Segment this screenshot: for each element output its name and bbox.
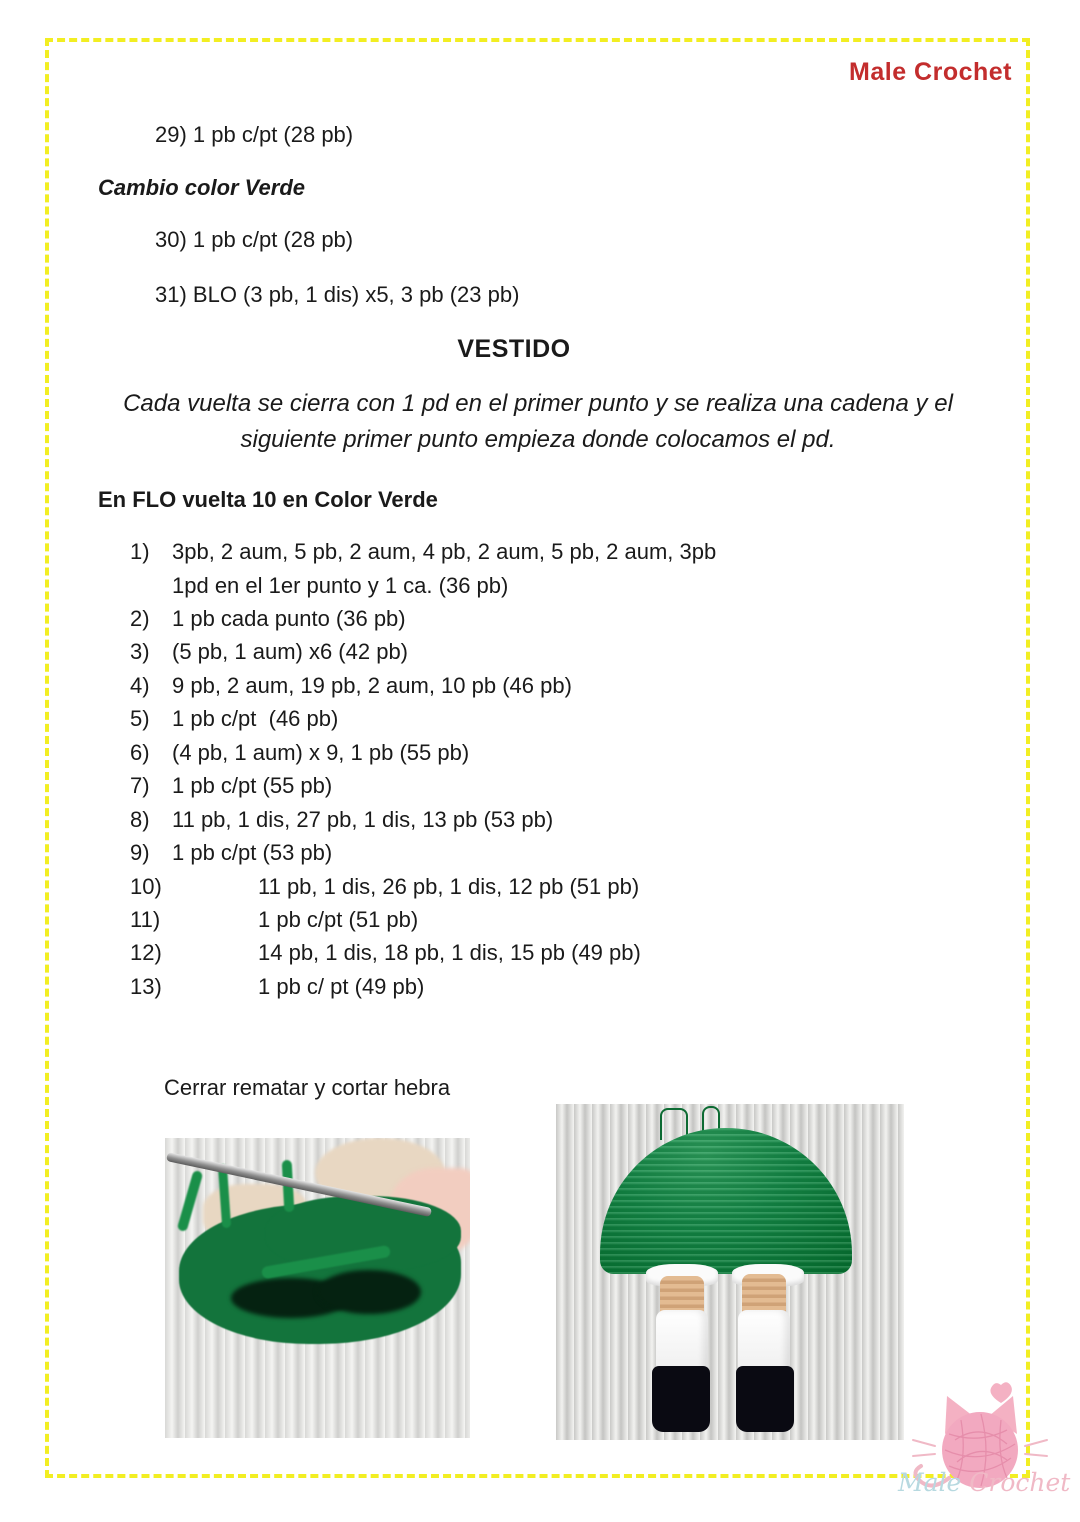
intro-paragraph: Cada vuelta se cierra con 1 pd en el primer punto y se realiza una cadena y el siguiente primer punto empieza donde colocamos el pd.: [123, 390, 953, 453]
pattern-step-text: 9 pb, 2 aum, 19 pb, 2 aum, 10 pb (46 pb): [172, 672, 572, 698]
watermark-word-male: Male: [898, 1468, 970, 1497]
photo-shoe: [652, 1366, 710, 1432]
pattern-step: [98, 970, 988, 1003]
photo-dome-texture: [600, 1128, 852, 1274]
row-31: 31) BLO (3 pb, 1 dis) x5, 3 pb (23 pb): [155, 282, 520, 308]
pattern-step-text: (4 pb, 1 aum) x 9, 1 pb (55 pb): [172, 739, 470, 765]
photo-shoe: [736, 1366, 794, 1432]
pattern-step-list: [98, 535, 988, 1003]
pattern-step-number: 3): [130, 639, 150, 665]
page-title: VESTIDO: [457, 335, 571, 364]
brand-header: Male Crochet: [849, 58, 1012, 86]
photo-finished-dress: [556, 1104, 904, 1440]
pattern-step: [98, 535, 988, 568]
pattern-step-number: 2): [130, 606, 150, 631]
row-30: 30) 1 pb c/pt (28 pb): [155, 227, 354, 253]
pattern-step: [98, 635, 988, 668]
pattern-step: [98, 836, 988, 869]
pattern-step-text: 1 pb cada punto (36 pb): [172, 606, 406, 631]
section-subheading: En FLO vuelta 10 en Color Verde: [98, 487, 438, 513]
pattern-step: [98, 870, 988, 903]
pattern-step-continuation: 1pd en el 1er punto y 1 ca. (36 pb): [172, 572, 509, 598]
pattern-step-text: 11 pb, 1 dis, 26 pb, 1 dis, 12 pb (51 pb): [258, 873, 640, 899]
pattern-step: [98, 803, 988, 836]
pattern-step-number: 1): [130, 539, 150, 565]
pattern-step: [98, 736, 988, 769]
closing-note: Cerrar rematar y cortar hebra: [164, 1075, 451, 1101]
photo-dress-in-progress: [165, 1138, 470, 1438]
pattern-step-text: 1 pb c/ pt (49 pb): [258, 973, 425, 999]
pattern-step-text: 1 pb c/pt (46 pb): [172, 706, 339, 732]
photo-detail: [317, 1270, 421, 1314]
pattern-step: [98, 702, 988, 735]
photo-yarn-strand: [177, 1170, 204, 1232]
watermark-word-crochet: Crochet: [969, 1468, 1071, 1497]
pattern-step-number: 13): [130, 973, 162, 999]
pattern-step-text: 1 pb c/pt (51 pb): [258, 906, 419, 932]
pattern-step: [98, 936, 988, 969]
pattern-step-number: 10): [130, 873, 162, 899]
pattern-step-number: 11): [130, 906, 161, 932]
row-29: 29) 1 pb c/pt (28 pb): [155, 122, 354, 147]
pattern-step-number: 8): [130, 806, 150, 832]
photo-dress-dome: [600, 1128, 852, 1274]
pattern-step-text: (5 pb, 1 aum) x6 (42 pb): [172, 639, 409, 665]
pattern-step: [98, 602, 988, 635]
document-content: [98, 120, 988, 1101]
pattern-step-text: 14 pb, 1 dis, 18 pb, 1 dis, 15 pb (49 pb): [258, 940, 641, 966]
pattern-step-text: 11 pb, 1 dis, 27 pb, 1 dis, 13 pb (53 pb): [172, 806, 554, 832]
color-change-note: Cambio color Verde: [98, 175, 306, 201]
pattern-step-number: 9): [130, 840, 150, 866]
pattern-step-text: 3pb, 2 aum, 5 pb, 2 aum, 4 pb, 2 aum, 5 pb, 2 aum, 3pb: [172, 539, 717, 565]
pattern-step-number: 7): [130, 773, 150, 799]
pattern-step-number: 12): [130, 940, 162, 966]
pattern-step-number: 5): [130, 706, 150, 732]
pattern-step-text: 1 pb c/pt (55 pb): [172, 773, 333, 799]
watermark-script-text: [898, 1468, 1071, 1497]
pattern-step: [98, 669, 988, 702]
pattern-step: [98, 769, 988, 802]
pattern-step-number: 6): [130, 739, 150, 765]
pattern-step-text: 1 pb c/pt (53 pb): [172, 840, 333, 866]
pattern-step-number: 4): [130, 672, 150, 698]
pattern-step: [98, 903, 988, 936]
